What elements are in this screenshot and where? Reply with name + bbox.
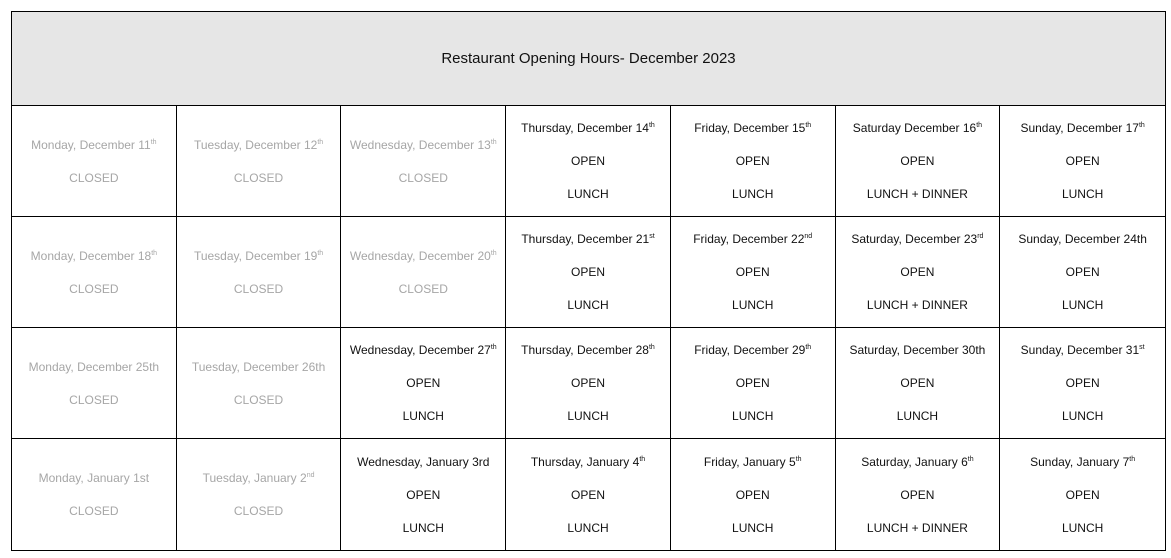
status-label: OPEN [735,487,770,502]
day-cell [341,439,506,550]
day-date: Wednesday, December 20 [349,248,491,263]
day-ordinal-suffix: th [490,344,497,351]
day-cell [836,106,1001,217]
day-date: Thursday, December 28 [521,343,649,357]
day-cell [341,106,506,217]
day-ordinal-suffix: th [317,138,324,146]
status-label: OPEN [406,487,441,502]
status-label: CLOSED [69,281,119,296]
day-label [350,249,497,263]
day-cell [12,439,177,550]
meal-label: LUNCH [567,298,609,312]
day-cell [341,328,506,439]
day-label [694,343,811,357]
day-label [531,455,645,469]
meal-label: LUNCH [732,409,774,423]
day-ordinal-suffix: th [317,249,324,257]
day-cell [671,217,836,328]
day-date: Saturday, December 30th [849,343,986,357]
day-ordinal-suffix: nd [306,472,315,479]
day-date: Monday, December 11 [31,137,151,152]
day-date: Wednesday, December 13 [349,137,491,152]
meal-label: LUNCH [567,187,609,201]
day-cell [836,328,1001,439]
day-date: Sunday, January 7 [1030,454,1130,469]
day-cell [177,106,342,217]
meal-label: LUNCH [567,409,609,423]
status-label: OPEN [900,154,935,168]
day-ordinal-suffix: st [1139,344,1145,351]
day-cell [506,217,671,328]
day-label [704,455,802,469]
day-label [694,121,811,135]
status-label: OPEN [735,265,770,279]
day-label [849,343,985,357]
status-label: CLOSED [233,281,284,296]
status-label: OPEN [570,265,605,279]
day-ordinal-suffix: th [1138,122,1145,129]
meal-label: LUNCH + DINNER [866,298,968,312]
opening-hours-table [11,11,1166,551]
day-cell [1000,217,1165,328]
day-cell [671,328,836,439]
day-ordinal-suffix: th [490,249,497,257]
status-label: OPEN [1065,265,1100,279]
status-label: CLOSED [233,504,284,518]
day-ordinal-suffix: th [805,122,812,129]
day-date: Wednesday, January 3rd [357,454,490,469]
day-ordinal-suffix: th [805,344,812,351]
status-label: CLOSED [398,281,448,296]
day-date: Friday, December 29 [694,343,806,357]
day-label [853,121,982,135]
day-ordinal-suffix: rd [977,233,984,240]
day-label [1030,455,1135,469]
day-cell [12,328,177,439]
day-cell [836,439,1001,550]
day-date: Thursday, January 4 [530,454,640,469]
meal-label: LUNCH [1061,409,1104,423]
status-label: OPEN [1065,376,1100,390]
day-cell [1000,439,1165,550]
day-cell [1000,328,1165,439]
day-date: Monday, December 18 [30,248,152,263]
day-label [194,138,323,152]
day-label [192,360,325,374]
day-label [31,138,156,152]
status-label: OPEN [1065,154,1100,168]
status-label: CLOSED [69,392,119,407]
day-date: Thursday, December 21 [521,232,650,246]
day-date: Tuesday, December 19 [193,248,318,263]
day-label [521,121,655,135]
day-ordinal-suffix: th [967,455,974,463]
day-ordinal-suffix: th [648,344,655,351]
day-cell [506,439,671,550]
day-date: Friday, December 22 [693,232,805,246]
day-date: Friday, December 15 [694,121,806,135]
meal-label: LUNCH [1061,298,1104,312]
status-label: OPEN [900,265,935,279]
day-ordinal-suffix: th [639,455,646,463]
status-label: OPEN [406,376,441,390]
status-label: OPEN [900,487,935,502]
status-label: OPEN [570,376,605,390]
day-date: Saturday, January 6 [861,454,968,469]
meal-label: LUNCH [402,520,444,535]
status-label: OPEN [735,154,770,168]
status-label: CLOSED [233,170,284,185]
day-cell [177,217,342,328]
day-date: Saturday December 16 [852,121,977,135]
day-date: Friday, January 5 [703,454,796,469]
day-cell [506,106,671,217]
meal-label: LUNCH + DINNER [866,520,968,535]
day-cell [671,439,836,550]
meal-label: LUNCH [402,409,444,423]
meal-label: LUNCH [896,409,939,423]
day-date: Sunday, December 24th [1018,232,1147,246]
day-cell [12,106,177,217]
day-label [357,455,489,469]
calendar-grid [12,106,1165,550]
day-label [29,360,160,374]
day-date: Monday, December 25th [28,359,160,374]
day-cell [12,217,177,328]
day-label [1020,121,1144,135]
meal-label: LUNCH [1061,520,1104,535]
day-cell [836,217,1001,328]
day-label [194,249,323,263]
day-label [203,471,315,485]
status-label: OPEN [570,487,605,502]
meal-label: LUNCH [732,520,774,535]
day-label [31,249,157,263]
status-label: CLOSED [69,504,119,518]
day-ordinal-suffix: th [795,455,802,463]
day-label [693,232,812,246]
day-ordinal-suffix: st [649,233,655,240]
day-cell [177,328,342,439]
meal-label: LUNCH [732,187,774,201]
meal-label: LUNCH [732,298,774,312]
day-date: Sunday, December 31 [1020,343,1140,357]
day-label [350,138,497,152]
day-label [350,343,497,357]
table-header [12,12,1165,106]
day-date: Tuesday, December 26th [191,359,326,374]
day-label [851,232,983,246]
day-label [1021,343,1145,357]
day-label [1018,232,1147,246]
day-ordinal-suffix: th [648,122,655,129]
day-label [521,232,654,246]
page-title: Restaurant Opening Hours- December 2023 [441,50,736,67]
day-ordinal-suffix: th [151,249,158,257]
meal-label: LUNCH + DINNER [866,187,968,201]
status-label: OPEN [1065,487,1100,502]
meal-label: LUNCH [567,520,609,535]
day-date: Tuesday, January 2 [202,471,307,485]
day-label [861,455,973,469]
day-cell [177,439,342,550]
day-date: Sunday, December 17 [1020,121,1139,135]
status-label: OPEN [570,154,605,168]
day-date: Wednesday, December 27 [349,343,491,357]
day-ordinal-suffix: th [490,138,497,146]
meal-label: LUNCH [1061,187,1104,201]
day-date: Tuesday, December 12 [193,137,318,152]
status-label: CLOSED [233,392,284,407]
day-cell [1000,106,1165,217]
day-cell [341,217,506,328]
day-date: Thursday, December 14 [521,121,649,135]
status-label: OPEN [900,376,935,390]
day-ordinal-suffix: th [976,122,983,129]
day-ordinal-suffix: nd [804,233,813,240]
day-cell [506,328,671,439]
day-date: Monday, January 1st [38,471,150,485]
status-label: CLOSED [398,170,448,185]
day-cell [671,106,836,217]
status-label: CLOSED [69,170,119,185]
day-ordinal-suffix: th [150,138,157,146]
day-date: Saturday, December 23 [851,232,978,246]
status-label: OPEN [735,376,770,390]
day-label [39,471,150,485]
day-label [521,343,655,357]
day-ordinal-suffix: th [1129,455,1136,463]
